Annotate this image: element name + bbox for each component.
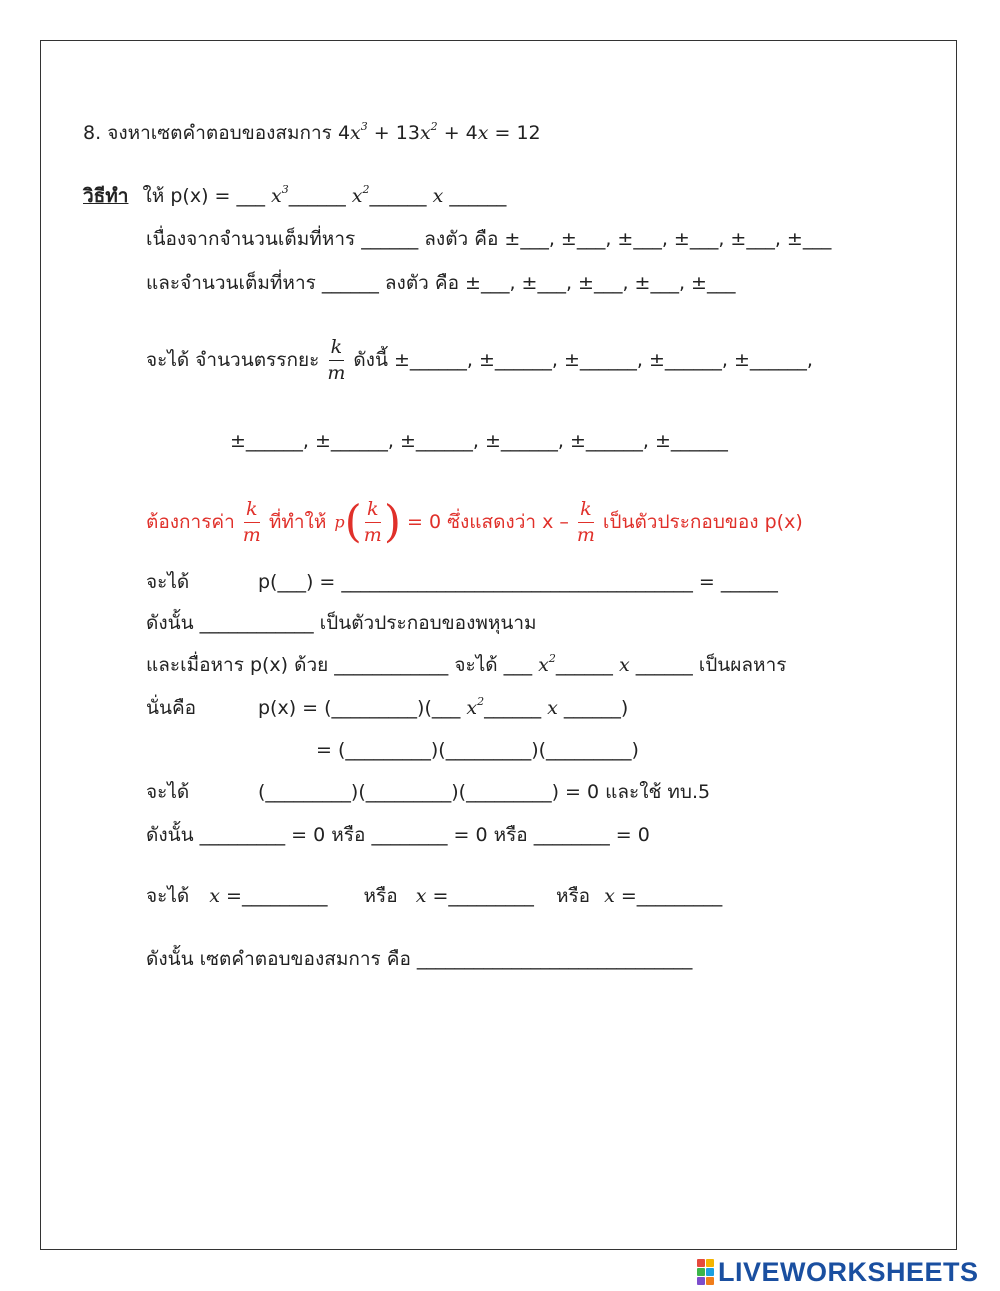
logo-block (706, 1277, 714, 1285)
method-line (83, 183, 507, 207)
fraction-k-over-m: $\frac{k}{m}$ (327, 335, 346, 384)
rational-line-2[interactable]: ±______, ±______, ±______, ±______, ±______, ±______ (230, 430, 728, 452)
rational-candidates[interactable]: ดังนี้ ±______, ±______, ±______, ±______, ±______, (353, 348, 813, 371)
step-4[interactable]: นั่นคือ p(x) = (_________)(___ $x^2\_\_\_\_\_\_$ x ______) (146, 695, 629, 719)
step-7[interactable]: ดังนั้น _________ = 0 หรือ ________ = 0 หรือ ________ = 0 (146, 824, 650, 846)
question-number: 8. (83, 122, 102, 144)
logo-block (706, 1268, 714, 1276)
hint-line: ต้องการค่า $\frac{k}{m}$ ที่ทำให้ p( $\frac{k}{m}$ ) = 0 ซึ่งแสดงว่า x – $\frac{k}{m}$ เป็นตัวประกอบของ p(x) (146, 496, 803, 548)
hint-fraction-1: $\frac{k}{m}$ (242, 498, 261, 546)
divisors-line-1[interactable]: เนื่องจากจำนวนเต็มที่หาร ______ ลงตัว คือ ±___, ±___, ±___, ±___, ±___, ±___ (146, 228, 832, 250)
step-9[interactable]: ดังนั้น เซตคำตอบของสมการ คือ _____________________________ (146, 948, 693, 970)
step-5[interactable]: = (_________)(_________)(_________) (316, 739, 639, 761)
logo-block (706, 1259, 714, 1267)
step-8[interactable]: จะได้ x =_________ หรือ x =_________ หรือ x =_________ (146, 885, 723, 907)
rational-line-1: จะได้ จำนวนตรรกยะ $\frac{k}{m}$ ดังนี้ ±______, ±______, ±______, ±______, ±______, (146, 335, 813, 384)
worksheet-frame (40, 40, 957, 1250)
polynomial-template[interactable]: ให้ p(x) = ___ $x^3\_\_\_\_\_\_$ $x^2\_\_\_\_\_\_$ x ______ (142, 183, 507, 207)
logo-block (697, 1259, 705, 1267)
liveworksheets-logo: LIVEWORKSHEETS (697, 1258, 979, 1286)
question-prompt: จงหาเซตคำตอบของสมการ (107, 122, 332, 144)
question-title (83, 120, 541, 144)
logo-block (697, 1268, 705, 1276)
method-label: วิธีทำ (83, 185, 129, 207)
step-1: จะได้ p(___) = _____________________________________ = ______ (146, 571, 778, 593)
step-6[interactable]: จะได้ (_________)(_________)(_________) = 0 และใช้ ทบ.5 (146, 781, 711, 803)
logo-block (697, 1277, 705, 1285)
step-3[interactable]: และเมื่อหาร p(x) ด้วย ____________ จะได้ ___ $x^2\_\_\_\_\_\_$ x ______ เป็นผลหาร (146, 652, 787, 676)
p-of-k-over-m: p( $\frac{k}{m}$ ) (334, 496, 401, 548)
logo-blocks-icon (697, 1259, 714, 1285)
step-2[interactable]: ดังนั้น ____________ เป็นตัวประกอบของพหุนาม (146, 612, 537, 634)
divisors-line-2[interactable]: และจำนวนเต็มที่หาร ______ ลงตัว คือ ±___, ±___, ±___, ±___, ±___ (146, 272, 736, 294)
hint-fraction-2: $\frac{k}{m}$ (576, 498, 595, 546)
equation: $4x^3 + 13x^2 + 4x = 12$ (337, 120, 541, 144)
